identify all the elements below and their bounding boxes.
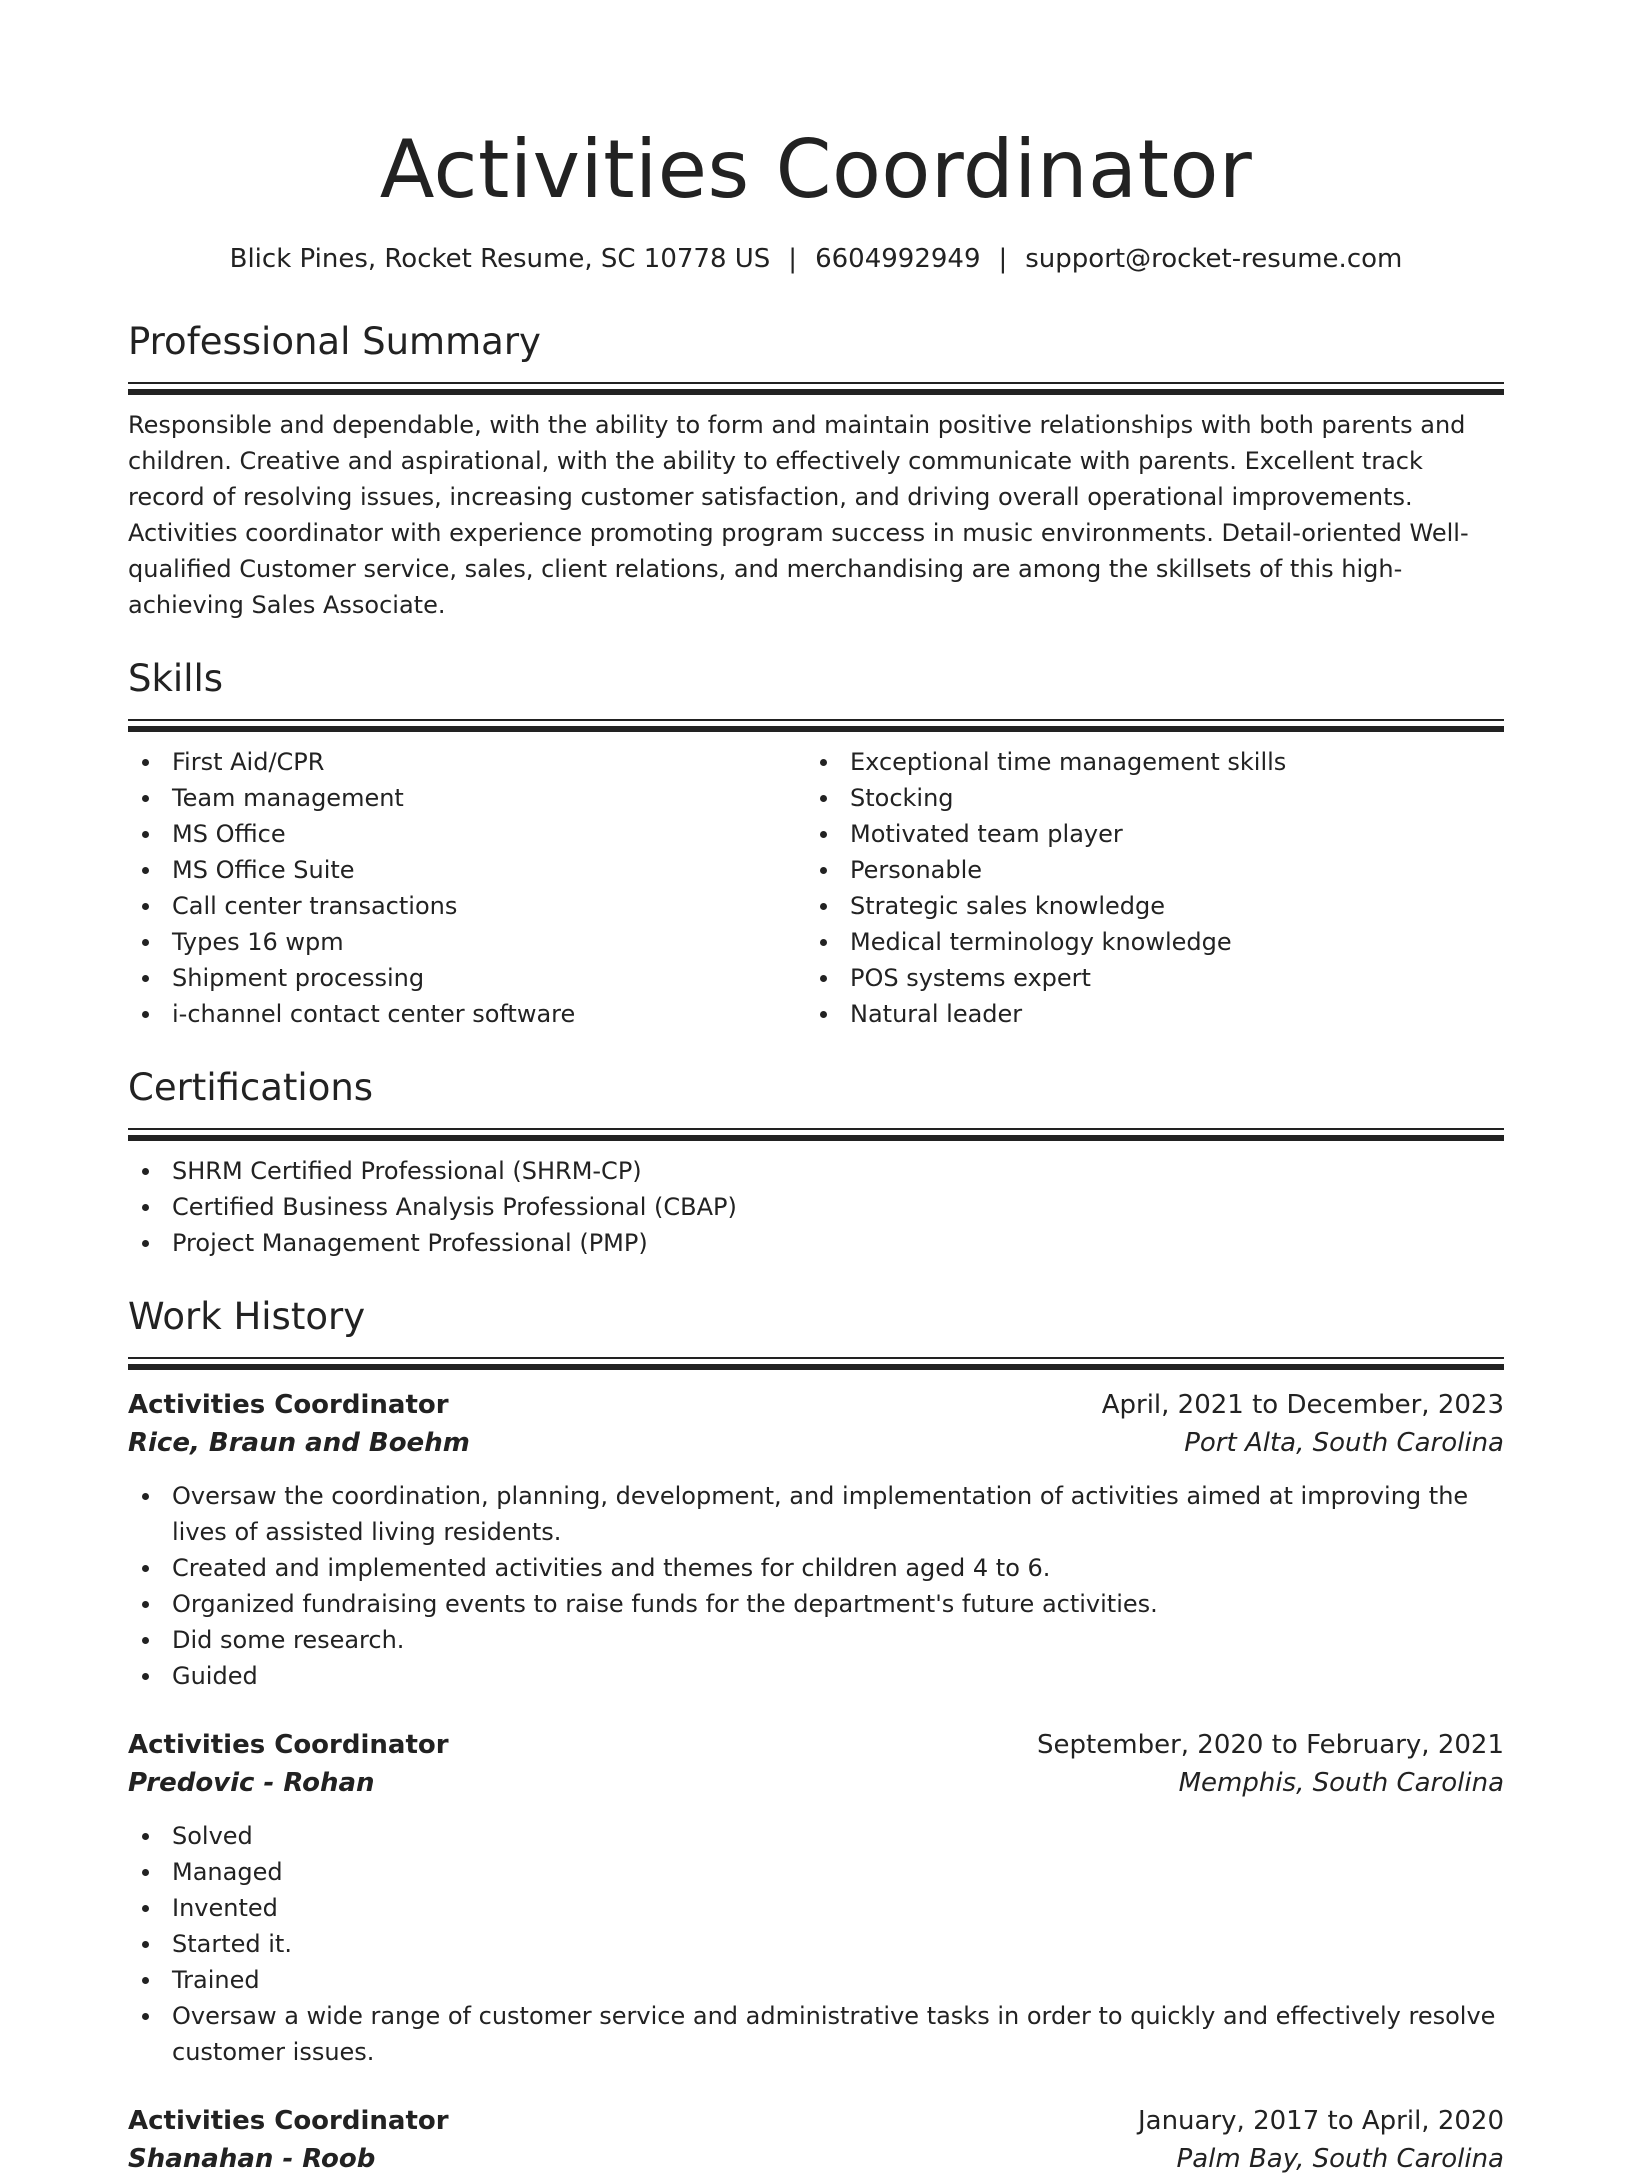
skill-item: Team management bbox=[128, 780, 806, 816]
section-title-skills: Skills bbox=[128, 657, 224, 700]
job-bullet: Did some research. bbox=[128, 1622, 1504, 1658]
job-location: Memphis, South Carolina bbox=[1178, 1768, 1504, 1798]
certification-item: SHRM Certified Professional (SHRM-CP) bbox=[128, 1153, 1504, 1189]
contact-separator: | bbox=[998, 244, 1008, 274]
skill-item: First Aid/CPR bbox=[128, 744, 806, 780]
job-title: Activities Coordinator bbox=[128, 1390, 449, 1420]
job-bullet: Organized fundraising events to raise funds for the department's future activities. bbox=[128, 1586, 1504, 1622]
skill-item: Stocking bbox=[806, 780, 1484, 816]
job-bullet: Invented bbox=[128, 1890, 1504, 1926]
job-location: Palm Bay, South Carolina bbox=[1176, 2144, 1504, 2174]
job-title: Activities Coordinator bbox=[128, 2106, 449, 2136]
job-location: Port Alta, South Carolina bbox=[1184, 1428, 1504, 1458]
certification-item: Project Management Professional (PMP) bbox=[128, 1225, 1504, 1261]
job-bullet: Solved bbox=[128, 1818, 1504, 1854]
section-summary bbox=[128, 318, 1504, 623]
skill-item: MS Office Suite bbox=[128, 852, 806, 888]
job-dates: April, 2021 to December, 2023 bbox=[1101, 1390, 1504, 1420]
job-bullets bbox=[128, 1478, 1504, 1694]
summary-text: Responsible and dependable, with the ability to form and maintain positive relationships with both parents and children. Creative and aspirational, with the ability to effectively communicate with parents. Excellent track record of resolving issues, increasing customer satisfaction, and driving overall operational improvements. Activities coordinator with experience promoting program success in music environments. Detail-oriented Well-qualified Customer service, sales, client relations, and merchandising are among the skillsets of this high-achieving Sales Associate. bbox=[128, 411, 1469, 619]
skills-grid bbox=[128, 744, 1504, 1032]
section-title-certifications: Certifications bbox=[128, 1066, 374, 1109]
skills-list-right bbox=[806, 744, 1484, 1032]
section-divider bbox=[128, 382, 1504, 395]
skill-item: Call center transactions bbox=[128, 888, 806, 924]
job-header bbox=[128, 1726, 1504, 1764]
job-bullet: Trained bbox=[128, 1962, 1504, 1998]
contact-line bbox=[128, 242, 1504, 276]
resume-page bbox=[128, 0, 1504, 2178]
contact-email: support@rocket-resume.com bbox=[1025, 244, 1403, 274]
job-header bbox=[128, 2102, 1504, 2140]
job-bullet: Guided bbox=[128, 1658, 1504, 1694]
skill-item: Natural leader bbox=[806, 996, 1484, 1032]
job-dates: September, 2020 to February, 2021 bbox=[1037, 1730, 1504, 1760]
job-entry bbox=[128, 2102, 1504, 2178]
contact-separator: | bbox=[788, 244, 798, 274]
section-title-work: Work History bbox=[128, 1295, 366, 1338]
skill-item: Strategic sales knowledge bbox=[806, 888, 1484, 924]
job-subheader bbox=[128, 1424, 1504, 1462]
skills-list-left bbox=[128, 744, 806, 1032]
certification-item: Certified Business Analysis Professional (CBAP) bbox=[128, 1189, 1504, 1225]
job-company: Predovic - Rohan bbox=[128, 1768, 375, 1798]
section-divider bbox=[128, 1128, 1504, 1141]
job-subheader bbox=[128, 1764, 1504, 1802]
job-bullets bbox=[128, 1818, 1504, 2070]
contact-phone: 6604992949 bbox=[815, 244, 981, 274]
section-divider bbox=[128, 719, 1504, 732]
job-entry bbox=[128, 1386, 1504, 1694]
skill-item: Exceptional time management skills bbox=[806, 744, 1484, 780]
skill-item: Shipment processing bbox=[128, 960, 806, 996]
job-bullet: Managed bbox=[128, 1854, 1504, 1890]
job-subheader bbox=[128, 2140, 1504, 2178]
section-divider bbox=[128, 1357, 1504, 1370]
section-title-summary: Professional Summary bbox=[128, 320, 541, 363]
skill-item: Personable bbox=[806, 852, 1484, 888]
section-skills bbox=[128, 655, 1504, 1032]
section-work-history bbox=[128, 1293, 1504, 2178]
resume-name: Activities Coordinator bbox=[379, 123, 1253, 216]
skill-item: POS systems expert bbox=[806, 960, 1484, 996]
skill-item: MS Office bbox=[128, 816, 806, 852]
skill-item: Motivated team player bbox=[806, 816, 1484, 852]
job-company: Shanahan - Roob bbox=[128, 2144, 376, 2174]
section-certifications bbox=[128, 1064, 1504, 1261]
job-dates: January, 2017 to April, 2020 bbox=[1137, 2106, 1504, 2136]
job-title: Activities Coordinator bbox=[128, 1730, 449, 1760]
job-bullet: Oversaw a wide range of customer service and administrative tasks in order to quickly and effectively resolve customer issues. bbox=[128, 1998, 1504, 2070]
certifications-list bbox=[128, 1153, 1504, 1261]
job-header bbox=[128, 1386, 1504, 1424]
skill-item: Types 16 wpm bbox=[128, 924, 806, 960]
job-bullet: Started it. bbox=[128, 1926, 1504, 1962]
job-entry bbox=[128, 1726, 1504, 2070]
job-company: Rice, Braun and Boehm bbox=[128, 1428, 470, 1458]
job-bullet: Oversaw the coordination, planning, development, and implementation of activities aimed at improving the lives of assisted living residents. bbox=[128, 1478, 1504, 1550]
skill-item: i-channel contact center software bbox=[128, 996, 806, 1032]
contact-address: Blick Pines, Rocket Resume, SC 10778 US bbox=[229, 244, 771, 274]
skill-item: Medical terminology knowledge bbox=[806, 924, 1484, 960]
job-bullet: Created and implemented activities and themes for children aged 4 to 6. bbox=[128, 1550, 1504, 1586]
